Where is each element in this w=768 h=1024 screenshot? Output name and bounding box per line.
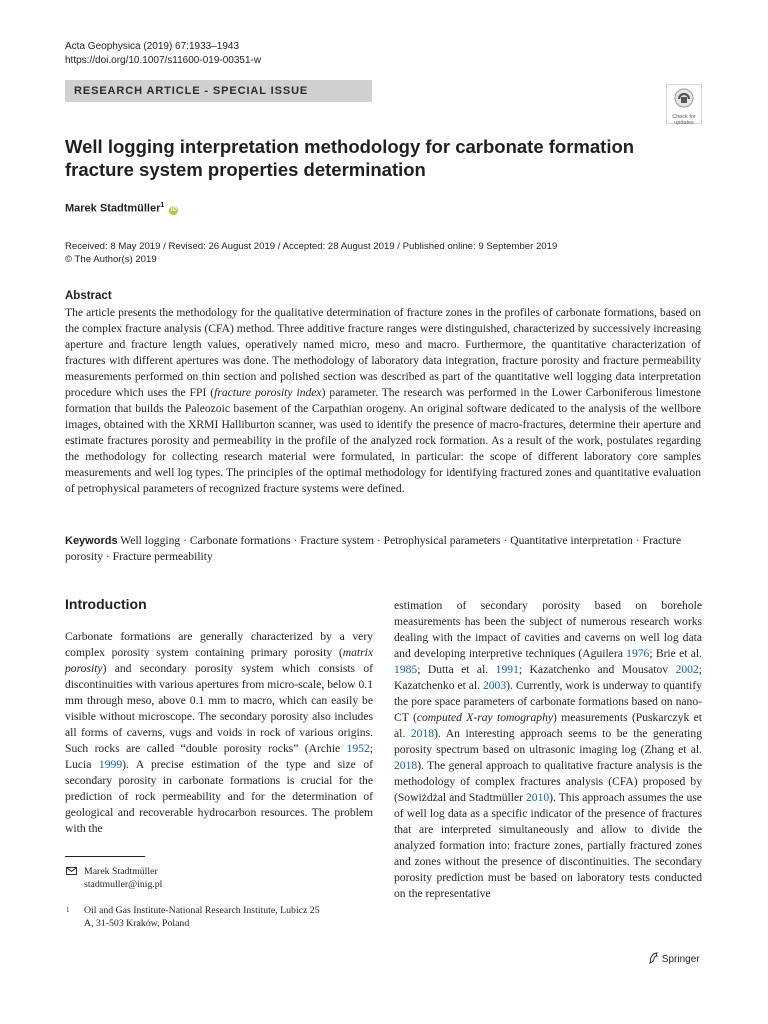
citation-link[interactable]: 1991: [495, 663, 519, 676]
author-email[interactable]: stadtmuller@inig.pl: [84, 879, 163, 890]
citation-link[interactable]: 2003: [482, 679, 507, 692]
intro-text: ). This approach assumes the use of well log data as a specific indicator of the presence of fractures that are interpreted simultaneously and allow to divide the analyzed formation into: fracture zones, partially fractured zones and zones without the presence of discontinuities. The secondary porosity prediction must be based on laboratory tests conducted on the representative: [394, 791, 703, 900]
article-type-banner: RESEARCH ARTICLE - SPECIAL ISSUE: [65, 80, 372, 102]
abstract-part-1: The article presents the methodology for the qualitative determination of fracture zones in the profiles of carbonate formations, based on the complex fracture analysis (CFA) method. Three additive fracture ranges were distinguished, characterized by successively increasing aperture and fracture length values, operatively named micro, meso and macro. Furthermore, the quantitative characterization of fractures with different apertures was done. The methodology of laboratory data integration, fracture porosity and fracture permeability measurements performed on thin section and polished section was described as part of the quantitative well logging data interpretation procedure which uses the FPI (: [65, 306, 701, 399]
affiliation-line-2: A, 31-503 Kraków, Poland: [84, 918, 190, 929]
publisher-name: Springer: [661, 954, 700, 965]
copyright: © The Author(s) 2019: [65, 254, 157, 265]
check-updates-label: Check for updates: [672, 114, 696, 126]
history-dates: Received: 8 May 2019 / Revised: 26 August 2019 / Accepted: 28 August 2019 / Published online: 9 September 2019: [65, 241, 558, 252]
citation-link[interactable]: 1999: [98, 758, 123, 771]
intro-text: ; Kazatchenko et al.: [394, 663, 702, 692]
affiliation-line-1: Oil and Gas Institute-National Research Institute, Lubicz 25: [84, 905, 320, 916]
intro-text: ) and secondary porosity system which consists of discontinuities with various apertures from micro-scale, below 0.1 mm through meso, above 0.1 mm to macro, which can easily be visible without microscope. The secondary porosity also includes all forms of caverns, vugs and voids in rock of various origins. Such rocks are called “double porosity rocks” (Archie: [65, 662, 373, 755]
citation-link[interactable]: 2002: [675, 663, 699, 676]
title-line-2: fracture system properties determination: [65, 159, 426, 180]
intro-text: ). A precise estimation of the type and size of secondary porosity in carbonate formations is crucial for the prediction of rock permeability and for the determination of geological and recoverable hydrocarbon resources. The problem with the: [65, 758, 373, 835]
author-affiliation-mark: 1: [160, 202, 165, 209]
intro-text: estimation of secondary porosity based on borehole measurements has been the subject of numerous research works dealing with the impact of cavities and caverns on well log data and developing interpretive techniques (Aguilera: [394, 599, 702, 660]
abstract-part-2: ) parameter. The research was performed in the Lower Carboniferous limestone formation that builds the Paleozoic basement of the Carpathian orogeny. An original software dedicated to the analysis of the wellbore images, obtained with the XRMI Halliburton scanner, was used to identify the presence of macro-fractures, determine their aperture and estimate fractures porosity and permeability in the profile of the analyzed rock formation. As a result of the work, postulates regarding the methodology for collecting research material were formulated, in particular: the scope of different laboratory core samples measurements and well log types. The principles of the optimal methodology for identifying fractured zones and quantitative evaluation of petrophysical parameters of recognized fracture systems were defined.: [65, 386, 702, 495]
citation-link[interactable]: 2010: [525, 791, 550, 804]
intro-text: ; Kazatchenko and Mousatov: [518, 663, 676, 676]
article-title: [65, 135, 685, 181]
footnote-rule: [65, 856, 145, 857]
intro-text: ; Dutta et al.: [417, 663, 496, 676]
intro-text: ). Currently, work is underway to quantify the pore space parameters of carbonate formations based on nano-CT (: [394, 679, 703, 724]
abstract-heading: Abstract: [65, 290, 112, 302]
affiliation: [84, 904, 320, 930]
author-name[interactable]: Marek Stadtmüller: [65, 202, 161, 215]
title-line-1: Well logging interpretation methodology for carbonate formation: [65, 136, 635, 157]
footnote-author-name: Marek Stadtmüller: [84, 866, 158, 877]
corresponding-author: [84, 865, 162, 891]
intro-text: ; Brie et al.: [649, 647, 703, 660]
introduction-heading: Introduction: [65, 596, 147, 612]
journal-citation: Acta Geophysica (2019) 67:1933–1943: [65, 41, 240, 52]
journal-header: [65, 40, 261, 68]
article-dates: [65, 240, 557, 266]
intro-text: ; Lucia: [65, 742, 373, 771]
intro-text: ). The general approach to qualitative fracture analysis is the methodology of complex fractures analysis (CFA) proposed by (Sowiżdżal and Stadtmüller: [394, 759, 702, 804]
intro-text: ) measurements (Puskarczyk et al.: [394, 711, 702, 740]
keywords-label: Keywords: [65, 535, 118, 547]
intro-text: Carbonate formations are generally characterized by a very complex porosity system containing primary porosity (: [65, 630, 373, 659]
citation-link[interactable]: 1952: [346, 742, 370, 755]
keywords-text: Well logging · Carbonate formations · Fracture system · Petrophysical parameters · Quantitative interpretation · Fracture porosity · Fracture permeability: [65, 534, 682, 563]
publisher-logo: [648, 952, 700, 965]
citation-link[interactable]: 1985: [394, 663, 418, 676]
orcid-icon[interactable]: iD: [170, 206, 177, 213]
envelope-icon: [66, 867, 77, 875]
citation-link[interactable]: 2018: [394, 759, 418, 772]
intro-text: ). An interesting approach seems to be the generating porosity spectrum based on ultrasonic imaging log (Zhang et al.: [394, 727, 702, 756]
citation-link[interactable]: 2018: [410, 727, 435, 740]
intro-italic: computed X-ray tomography: [416, 711, 554, 724]
affiliation-number: 1: [66, 906, 70, 914]
doi-link[interactable]: https://doi.org/10.1007/s11600-019-00351-w: [65, 55, 262, 66]
check-updates-icon: [674, 88, 694, 108]
author-line: [65, 202, 178, 215]
keywords: [65, 533, 701, 565]
intro-italic: matrix porosity: [65, 646, 373, 675]
abstract-fpi-italic: fracture porosity index: [214, 386, 322, 399]
abstract-text: [65, 305, 701, 497]
springer-horse-icon: [648, 952, 659, 964]
citation-link[interactable]: 1976: [626, 647, 650, 660]
intro-right-column: [394, 598, 702, 902]
check-for-updates-badge[interactable]: [666, 84, 702, 124]
intro-left-column: [65, 629, 373, 837]
